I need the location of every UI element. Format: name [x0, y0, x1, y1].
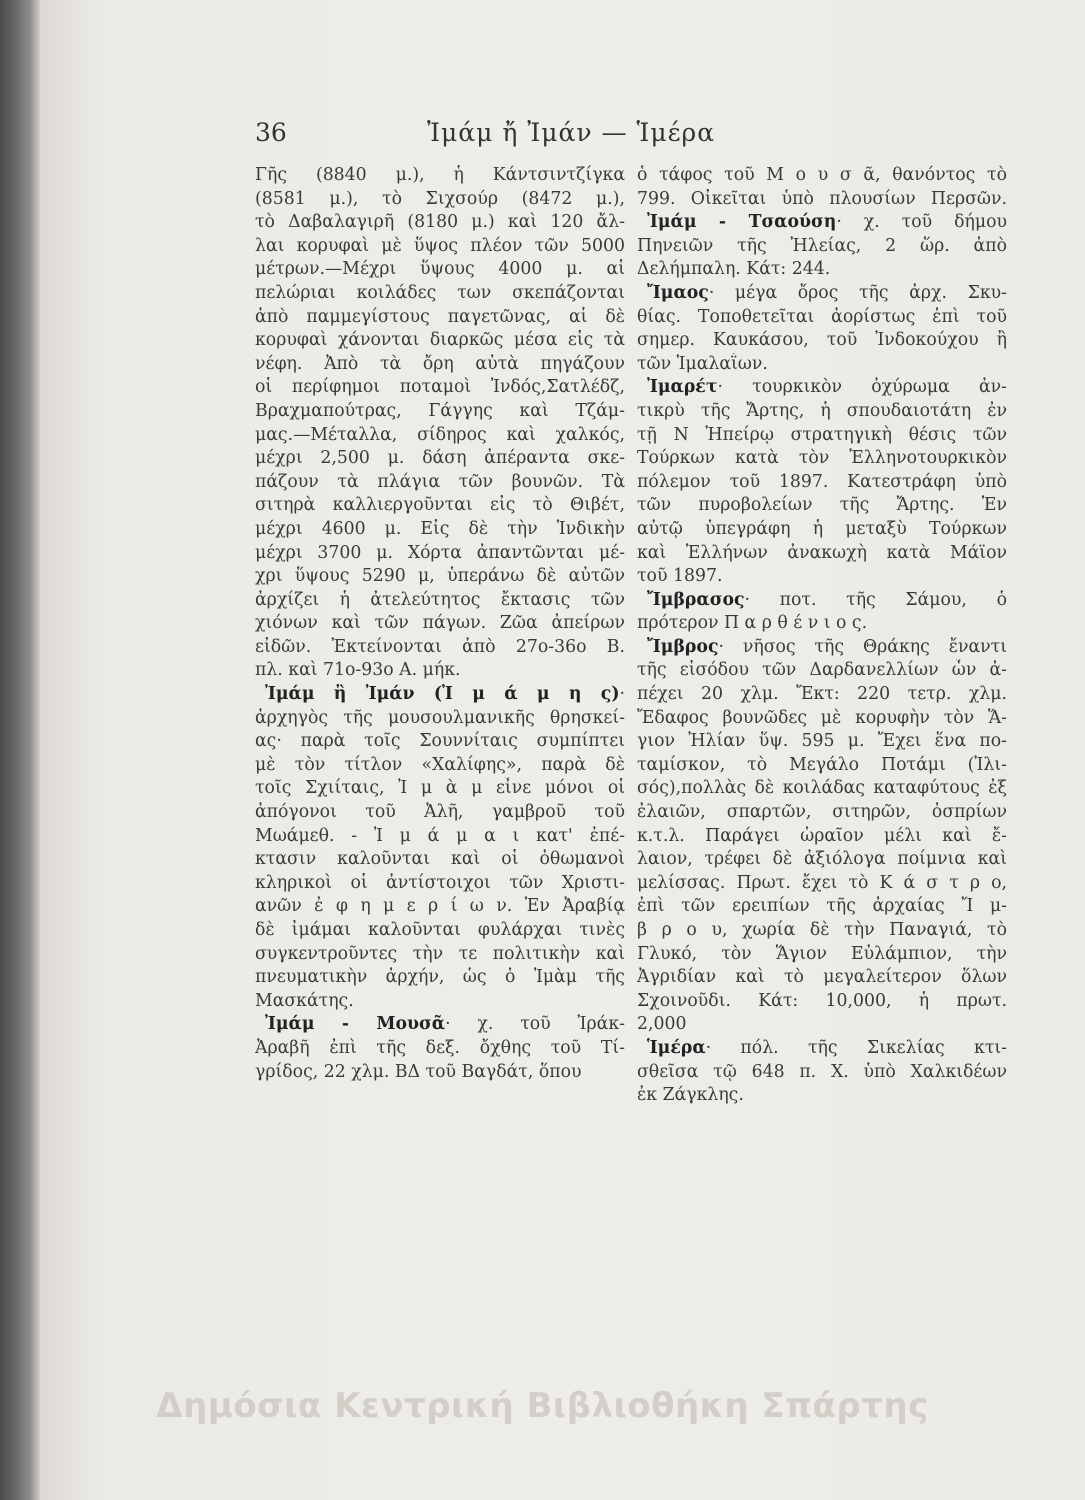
text-line: (8581 μ.), τὸ Σιχσούρ (8472 μ.),: [255, 188, 625, 209]
text-line: ὁ τάφος τοῦ Μ ο υ σ ᾶ, θανόντος τὸ: [637, 165, 1007, 185]
text-line: μέχρι 4600 μ. Εἰς δὲ τὴν Ἰνδικὴν: [255, 518, 625, 539]
text-line: μελίσσας. Πρωτ. ἔχει τὸ Κ ά σ τ ρ ο,: [637, 872, 1007, 893]
text-line: χιόνων καὶ τῶν πάγων. Ζῶα ἀπείρων: [255, 613, 625, 634]
text-line: τῆς εἰσόδου τῶν Δαρδανελλίων ὧν ἀ-: [637, 660, 1007, 681]
text-line: οἱ περίφημοι ποταμοὶ Ἰνδός,Σατλέδζ,: [255, 377, 625, 398]
entry-headword: Ἴμβρος: [647, 636, 719, 657]
text-line: πελώριαι κοιλάδες των σκεπάζονται: [255, 282, 625, 303]
running-title: Ἰμάμ ἤ Ἰμάν — Ἱμέρα: [427, 118, 716, 147]
text-line: τὸ Δαβαλαγιρῆ (8180 μ.) καὶ 120 ἄλ-: [255, 212, 625, 233]
text-line: Γῆς (8840 μ.), ἡ Κάντσιντζίγκα: [255, 165, 625, 185]
text-line: κληρικοὶ οἱ ἀντίστοιχοι τῶν Χριστι-: [255, 872, 625, 893]
text-column-left: [255, 164, 625, 1084]
text-line: β ρ ο υ, χωρία δὲ τὴν Παναγιά, τὸ: [637, 920, 1007, 940]
text-line: πάζουν τὰ πλάγια τῶν βουνῶν. Τὰ: [255, 471, 625, 492]
text-line: κτασιν καλοῦνται καὶ οἱ ὀθωμανοὶ: [255, 849, 625, 870]
text-line: κ.τ.λ. Παράγει ὡραῖον μέλι καὶ ἔ-: [637, 825, 1007, 846]
text-line: ἀρχηγὸς τῆς μουσουλμανικῆς θρησκεί-: [255, 707, 625, 728]
text-line: θίας. Τοποθετεῖται ἀορίστως ἐπὶ τοῦ: [637, 306, 1007, 327]
entry-headword: Ἰμάμ - Μουσᾶ: [265, 1014, 446, 1035]
text-line: Σχοινοῦδι. Κάτ: 10,000, ἡ πρωτ.: [637, 990, 1007, 1011]
text-line: Ἴμβρασος· ποτ. τῆς Σάμου, ὁ: [647, 589, 1007, 610]
text-line: τῇ Ν Ἠπείρῳ στρατηγικὴ θέσις τῶν: [637, 424, 1007, 445]
text-line: ἀρχίζει ἡ ἀτελεύτητος ἔκτασις τῶν: [255, 589, 625, 610]
text-line: Ἀγριδίαν καὶ τὸ μεγαλείτερον ὅλων: [637, 967, 1007, 988]
text-line: ανῶν ἐ φ η μ ε ρ ί ω ν. Ἐν Ἀραβίᾳ: [255, 896, 625, 917]
text-line: 799. Οἰκεῖται ὑπὸ πλουσίων Περσῶν.: [637, 188, 1007, 209]
text-line: λαι κορυφαὶ μὲ ὕψος πλέον τῶν 5000: [255, 235, 625, 256]
text-line: εἰδῶν. Ἐκτείνονται ἀπὸ 27ο-36ο Β.: [255, 636, 625, 657]
text-line: κορυφαὶ χάνονται διαρκῶς μέσα εἰς τὰ: [255, 330, 625, 351]
text-line: Τούρκων κατὰ τὸν Ἑλληνοτουρκικὸν: [637, 448, 1007, 469]
entry-headword: Ἴμβρασος: [647, 589, 745, 610]
library-watermark: Δημόσια Κεντρική Βιβλιοθήκη Σπάρτης: [156, 1386, 929, 1426]
text-line: σημερ. Καυκάσου, τοῦ Ἰνδοκούχου ἢ: [637, 330, 1007, 351]
text-line: ἐλαιῶν, σπαρτῶν, σιτηρῶν, ὀσπρίων: [637, 802, 1007, 823]
entry-headword: Ἰμάμ - Τσαούση: [647, 212, 837, 233]
text-line: Δελήμπαλη. Κάτ: 244.: [637, 259, 831, 280]
text-line: ἐπὶ τῶν ερειπίων τῆς ἀρχαίας Ἴ μ-: [637, 896, 1007, 917]
text-line: συγκεντροῦντες τὴν τε πολιτικὴν καὶ: [255, 943, 625, 964]
entry-headword: Ἰμάμ ἢ Ἰμάν (Ἰ μ ά μ η ς): [265, 684, 620, 705]
text-line: Ἴμβρος· νῆσος τῆς Θράκης ἔναντι: [647, 636, 1007, 657]
text-line: Βραχμαπούτρας, Γάγγης καὶ Τζάμ-: [255, 400, 625, 421]
text-line: Ἀραβῆ ἐπὶ τῆς δεξ. ὄχθης τοῦ Τί-: [255, 1037, 625, 1058]
page-number: 36: [255, 118, 287, 147]
text-line: μὲ τὸν τίτλον «Χαλίφης», παρὰ δὲ: [255, 754, 625, 775]
entry-headword: Ἰμαρέτ: [647, 377, 718, 398]
text-line: τῶν Ἱμαλαΐων.: [637, 353, 768, 374]
text-line: νέφη. Ἀπὸ τὰ ὄρη αὐτὰ πηγάζουν: [255, 353, 625, 374]
text-line: Γλυκό, τὸν Ἅγιον Εὐλάμπιον, τὴν: [637, 943, 1007, 964]
text-line: σιτηρὰ καλλιεργοῦνται εἰς τὸ Θιβέτ,: [255, 495, 625, 516]
text-line: Ἱμέρα· πόλ. τῆς Σικελίας κτι-: [647, 1037, 1007, 1058]
text-line: μέτρων.—Μέχρι ὕψους 4000 μ. αἱ: [255, 259, 625, 280]
text-column-right: [637, 164, 1007, 1108]
text-line: Ἰμάμ ἢ Ἰμάν (Ἰ μ ά μ η ς)·: [265, 684, 625, 705]
text-line: πόλεμον τοῦ 1897. Κατεστράφη ὑπὸ: [637, 471, 1007, 492]
text-line: μέχρι 3700 μ. Χόρτα ἀπαντῶνται μέ-: [255, 542, 625, 563]
text-line: τοῦ 1897.: [637, 566, 723, 587]
text-line: Ἴμαος· μέγα ὄρος τῆς ἀρχ. Σκυ-: [647, 282, 1007, 303]
text-line: δὲ ἰμάμαι καλοῦνται φυλάρχαι τινὲς: [255, 920, 625, 940]
text-line: λαιον, τρέφει δὲ ἀξιόλογα ποίμνια καὶ: [637, 849, 1007, 870]
text-line: σός),πολλὰς δὲ κοιλάδας καταφύτους ἐξ: [637, 778, 1007, 799]
text-line: πρότερον Π α ρ θ έ ν ι ο ς.: [637, 613, 868, 634]
text-line: καὶ Ἑλλήνων ἀνακωχὴ κατὰ Μάϊον: [637, 542, 1007, 563]
text-line: Ἰμάμ - Μουσᾶ· χ. τοῦ Ἰράκ-: [265, 1014, 625, 1035]
text-line: γιον Ἠλίαν ὕψ. 595 μ. Ἔχει ἕνα πο-: [637, 731, 1007, 752]
book-spine-shadow: [0, 0, 40, 1500]
text-line: τικρὺ τῆς Ἄρτης, ἡ σπουδαιοτάτη ἐν: [637, 400, 1007, 421]
entry-headword: Ἴμαος: [647, 282, 709, 303]
text-line: Μασκάτης.: [255, 990, 354, 1011]
entry-headword: Ἱμέρα: [647, 1037, 706, 1058]
text-line: μας.—Μέταλλα, σίδηρος καὶ χαλκός,: [255, 424, 625, 445]
text-line: Ἰμαρέτ· τουρκικὸν ὀχύρωμα ἀν-: [647, 377, 1007, 398]
text-line: γρίδος, 22 χλμ. ΒΔ τοῦ Βαγδάτ, ὅπου: [255, 1061, 582, 1082]
text-line: χρι ὕψους 5290 μ, ὑπεράνω δὲ αὐτῶν: [255, 566, 625, 587]
text-line: μέχρι 2,500 μ. δάση ἀπέραντα σκε-: [255, 448, 625, 469]
text-line: πλ. καὶ 71ο-93ο Α. μήκ.: [255, 660, 461, 681]
text-line: ας· παρὰ τοῖς Σουννίταις συμπίπτει: [255, 731, 625, 752]
page-header: [255, 118, 1055, 158]
text-line: σθεῖσα τῷ 648 π. Χ. ὑπὸ Χαλκιδέων: [637, 1061, 1007, 1082]
text-line: ἀπὸ παμμεγίστους παγετῶνας, αἱ δὲ: [255, 306, 625, 327]
text-line: ταμίσκον, τὸ Μεγάλο Ποτάμι (Ἰλι-: [637, 754, 1007, 775]
text-line: αὐτῷ ὑπεγράφη ἡ μεταξὺ Τούρκων: [637, 518, 1007, 539]
text-line: Μωάμεθ. - Ἰ μ ά μ α ι κατ' ἐπέ-: [255, 825, 625, 846]
text-line: Ἰμάμ - Τσαούση· χ. τοῦ δήμου: [647, 212, 1007, 233]
text-line: Πηνειῶν τῆς Ἠλείας, 2 ὥρ. ἀπὸ: [637, 235, 1007, 256]
text-line: 2,000: [637, 1014, 687, 1035]
text-line: πνευματικὴν ἀρχήν, ὡς ὁ Ἰμὰμ τῆς: [255, 967, 625, 988]
text-line: ἐκ Ζάγκλης.: [637, 1085, 744, 1106]
text-line: πέχει 20 χλμ. Ἔκτ: 220 τετρ. χλμ.: [637, 684, 1007, 705]
text-line: τοῖς Σχιίταις, Ἰ μ ὰ μ εἶνε μόνοι οἱ: [255, 778, 625, 799]
text-line: τῶν πυροβολείων τῆς Ἄρτης. Ἐν: [637, 495, 1007, 516]
text-line: Ἔδαφος βουνῶδες μὲ κορυφὴν τὸν Ἅ-: [637, 707, 1007, 728]
text-line: ἀπόγονοι τοῦ Ἀλῆ, γαμβροῦ τοῦ: [255, 802, 625, 823]
